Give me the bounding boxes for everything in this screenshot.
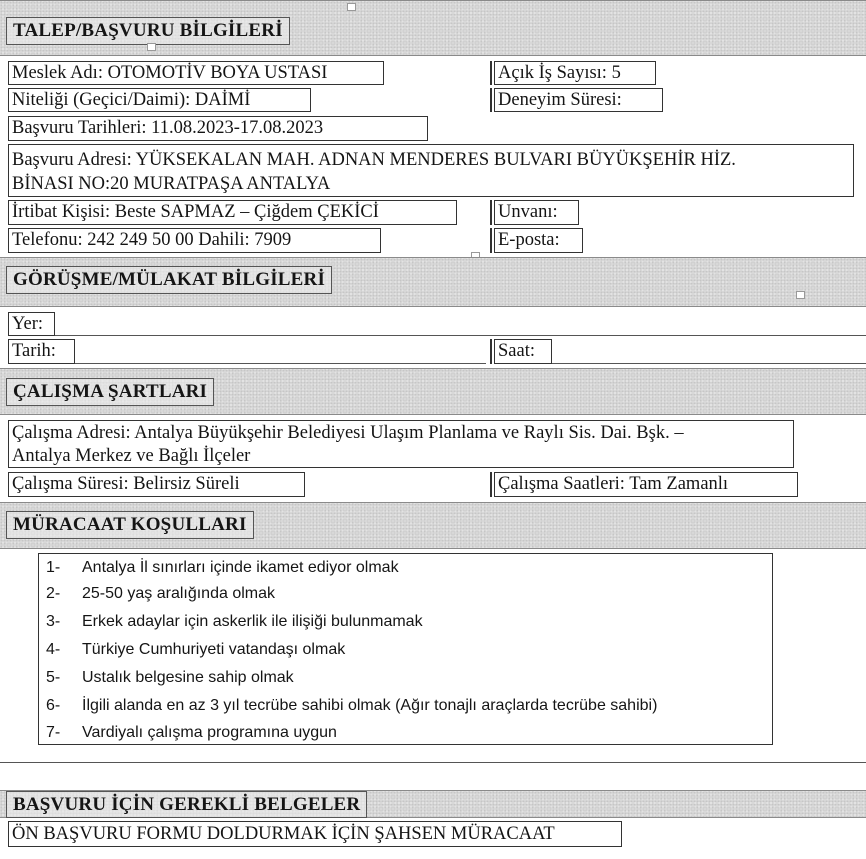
section-band-gorusme [0, 257, 866, 307]
list-item: 6- İlgili alanda en az 3 yıl tecrübe sahibi olmak (Ağır tonajlı araçlarda tecrübe sahibi) [46, 697, 658, 714]
column-divider [490, 61, 492, 85]
irtibat-kisisi-field: İrtibat Kişisi: Beste SAPMAZ – Çiğdem ÇEKİCİ [8, 200, 457, 225]
section-title-gorusme: GÖRÜŞME/MÜLAKAT BİLGİLERİ [6, 266, 332, 294]
tarih-field: Tarih: [8, 339, 75, 364]
row-divider [552, 363, 866, 364]
section-title-muracaat: MÜRACAAT KOŞULLARI [6, 511, 254, 539]
list-item: 4- Türkiye Cumhuriyeti vatandaşı olmak [46, 641, 346, 658]
column-divider [490, 228, 492, 253]
row-divider [55, 335, 866, 336]
basvuru-adresi-line1: Başvuru Adresi: YÜKSEKALAN MAH. ADNAN MENDERES BULVARI BÜYÜKŞEHİR HİZ. [12, 150, 736, 170]
saat-field: Saat: [494, 339, 552, 364]
yer-field: Yer: [8, 312, 55, 336]
section-title-talep: TALEP/BAŞVURU BİLGİLERİ [6, 17, 290, 45]
table-anchor-marker [147, 43, 156, 51]
basvuru-adresi-line2: BİNASI NO:20 MURATPAŞA ANTALYA [12, 174, 331, 194]
section-title-calisma: ÇALIŞMA ŞARTLARI [6, 378, 214, 406]
section-band-muracaat [0, 502, 866, 549]
telefon-field: Telefonu: 242 249 50 00 Dahili: 7909 [8, 228, 381, 253]
list-item: 5- Ustalık belgesine sahip olmak [46, 669, 294, 686]
list-item: 3- Erkek adaylar için askerlik ile ilişiği bulunmamak [46, 613, 423, 630]
section-band-talep [0, 0, 866, 56]
meslek-adi-field: Meslek Adı: OTOMOTİV BOYA USTASI [8, 61, 384, 85]
calisma-suresi-field: Çalışma Süresi: Belirsiz Süreli [8, 472, 305, 497]
calisma-saatleri-field: Çalışma Saatleri: Tam Zamanlı [494, 472, 798, 497]
table-anchor-marker [796, 291, 805, 299]
row-divider [0, 762, 866, 763]
belgeler-field: ÖN BAŞVURU FORMU DOLDURMAK İÇİN ŞAHSEN MÜRACAAT [8, 821, 622, 847]
niteligi-field: Niteliği (Geçici/Daimi): DAİMİ [8, 88, 311, 112]
eposta-field: E-posta: [494, 228, 583, 253]
calisma-adresi-line1: Çalışma Adresi: Antalya Büyükşehir Belediyesi Ulaşım Planlama ve Raylı Sis. Dai. Bşk. – [12, 423, 684, 443]
column-divider [490, 88, 492, 112]
acik-is-sayisi-field: Açık İş Sayısı: 5 [494, 61, 656, 85]
calisma-adresi-line2: Antalya Merkez ve Bağlı İlçeler [12, 446, 251, 466]
column-divider [490, 472, 492, 497]
section-band-calisma [0, 368, 866, 415]
table-anchor-marker [347, 3, 356, 11]
column-divider [490, 200, 492, 225]
list-item: 2- 25-50 yaş aralığında olmak [46, 585, 275, 602]
basvuru-adresi-field [8, 144, 854, 197]
list-item: 1- Antalya İl sınırları içinde ikamet ediyor olmak [46, 559, 399, 576]
list-item: 7- Vardiyalı çalışma programına uygun [46, 724, 337, 741]
row-divider [75, 363, 486, 364]
deneyim-suresi-field: Deneyim Süresi: [494, 88, 663, 112]
kosullar-list [38, 553, 773, 745]
section-title-belgeler: BAŞVURU İÇİN GEREKLİ BELGELER [6, 791, 367, 818]
section-band-belgeler [0, 790, 866, 818]
unvani-field: Unvanı: [494, 200, 579, 225]
calisma-adresi-field [8, 420, 794, 468]
column-divider [490, 339, 492, 364]
basvuru-tarihleri-field: Başvuru Tarihleri: 11.08.2023-17.08.2023 [8, 116, 428, 141]
